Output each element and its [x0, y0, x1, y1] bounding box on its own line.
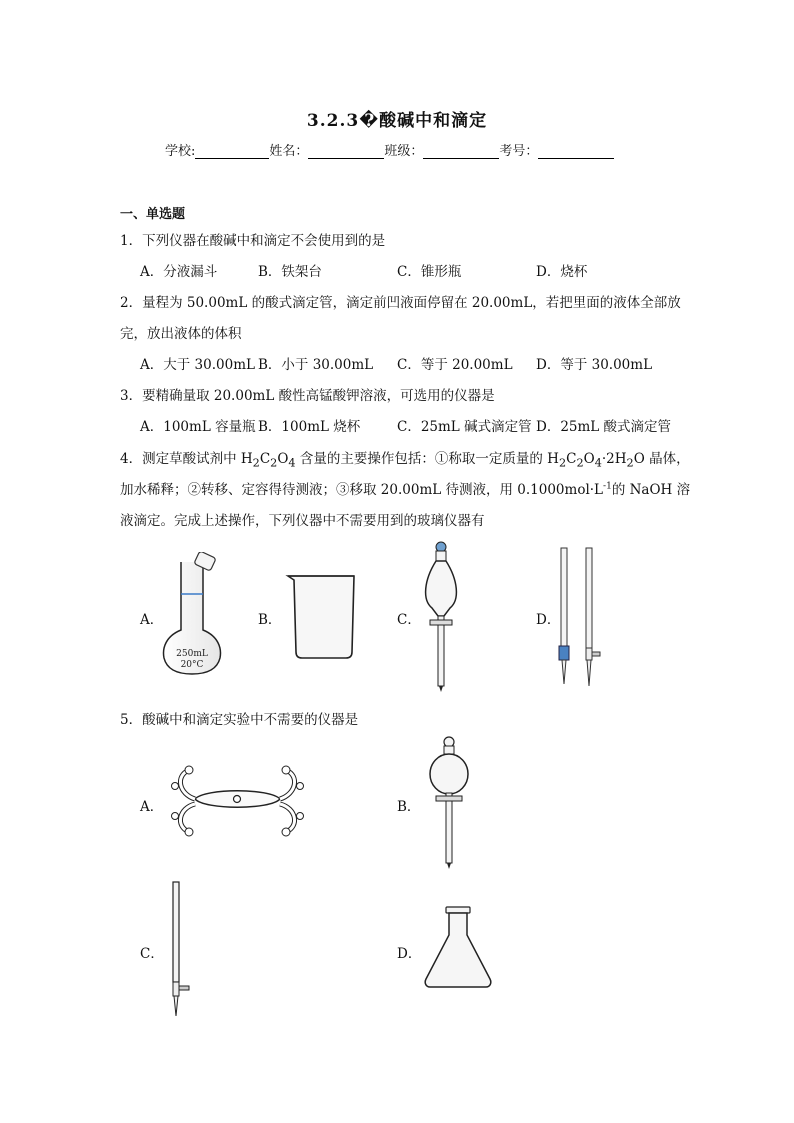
question-4-line-1: 4．测定草酸试剂中 $H_2C_2O_4$ 含量的主要操作包括：①称取一定质量的 $H_2C_2O_4\cdot 2H_2O$ 晶体，	[120, 451, 690, 470]
q3-option-a: A．100mL 容量瓶	[140, 419, 256, 435]
svg-text:250mL: 250mL	[176, 649, 208, 659]
question-2-line-1: 2．量程为 50.00mL 的酸式滴定管，滴定前凹液面停留在 20.00mL，若把里面的液体全部放	[120, 295, 681, 311]
school-label: 学校:	[165, 144, 196, 159]
q3-option-b: B．100mL 烧杯	[258, 419, 361, 435]
svg-text:20°C: 20°C	[180, 660, 204, 670]
class-blank	[423, 144, 499, 159]
question-4-line-2: 加水稀释；②转移、定容得待测液；③移取 20.00mL 待测液，用 $0.1000mol\cdot L^{-1}$的 NaOH 溶	[120, 481, 691, 498]
q4-label-a: A．	[140, 612, 164, 628]
q1-option-c: C．锥形瓶	[397, 264, 462, 280]
page-title: 3.2.3�酸碱中和滴定	[306, 111, 488, 131]
burette-clamp-icon	[165, 764, 310, 839]
q3-option-d: D．25mL 酸式滴定管	[536, 419, 672, 435]
name-blank	[308, 144, 384, 159]
q1-option-d: D．烧杯	[536, 264, 588, 280]
exam-no-label: 考号：	[499, 144, 539, 159]
q5-label-d: D．	[397, 946, 422, 962]
q4-label-d: D．	[536, 612, 561, 628]
spherical-funnel-icon	[424, 736, 474, 871]
acid-burette-icon	[164, 880, 194, 1020]
student-info-line	[165, 140, 614, 159]
class-label: 班级：	[384, 144, 424, 159]
question-3-text: 3．要精确量取 20.00mL 酸性高锰酸钾溶液，可选用的仪器是	[120, 388, 495, 404]
q5-label-a: A．	[140, 799, 164, 815]
conical-flask-icon	[420, 905, 500, 990]
question-5-text: 5．酸碱中和滴定实验中不需要的仪器是	[120, 712, 359, 728]
q5-label-b: B．	[397, 799, 421, 815]
section-heading: 一、单选题	[120, 207, 186, 222]
q5-label-c: C．	[140, 946, 164, 962]
burettes-icon	[552, 546, 604, 691]
q2-option-d: D．等于 30.00mL	[536, 357, 653, 373]
volumetric-flask-icon	[158, 552, 228, 677]
q3-option-c: C．25mL 碱式滴定管	[397, 419, 532, 435]
beaker-icon	[284, 570, 364, 660]
separatory-funnel-icon	[418, 540, 464, 695]
q4-label-c: C．	[397, 612, 421, 628]
q1-option-a: A．分液漏斗	[140, 264, 218, 280]
q2-option-a: A．大于 30.00mL	[140, 357, 255, 373]
q1-option-b: B．铁架台	[258, 264, 322, 280]
q2-option-c: C．等于 20.00mL	[397, 357, 513, 373]
school-blank	[195, 144, 269, 159]
q2-option-b: B．小于 30.00mL	[258, 357, 374, 373]
q4-label-b: B．	[258, 612, 282, 628]
question-1-text: 1．下列仪器在酸碱中和滴定不会使用到的是	[120, 233, 386, 249]
name-label: 姓名：	[269, 144, 309, 159]
exam-no-blank	[538, 144, 614, 159]
question-2-line-2: 完，放出液体的体积	[120, 326, 242, 342]
question-4-line-3: 液滴定。完成上述操作，下列仪器中不需要用到的玻璃仪器有	[120, 513, 485, 529]
